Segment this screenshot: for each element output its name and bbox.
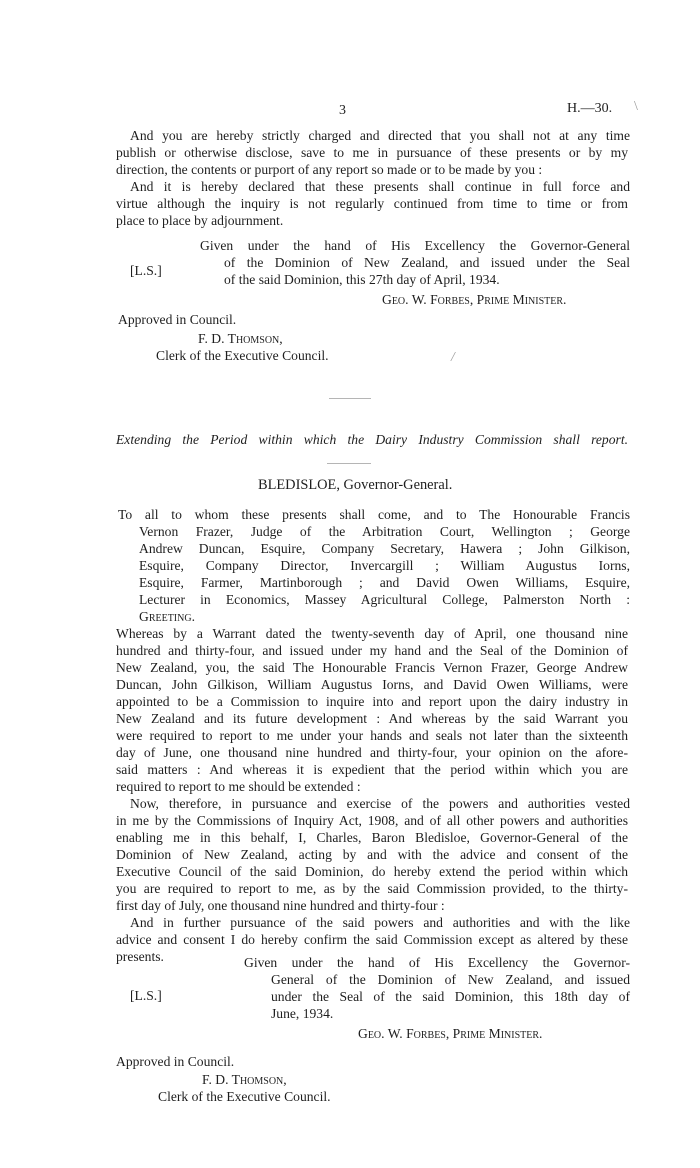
paragraph-line: And it is hereby declared that these presents shall continue in full force and: [130, 179, 630, 194]
given-line: Given under the hand of His Excellency the Governor-: [244, 955, 630, 970]
given-line: under the Seal of the said Dominion, this 18th day of: [271, 989, 630, 1004]
whereas-line: hundred and thirty-four, and issued under my hand and the Seal of the Dominion of: [116, 643, 628, 658]
clerk-title: Clerk of the Executive Council.: [156, 348, 329, 363]
now-line: enabling me in this behalf, I, Charles, Baron Bledisloe, Governor-General of the: [116, 830, 628, 845]
now-line: Executive Council of the said Dominion, do hereby extend the period within which: [116, 864, 628, 879]
signature: Geo. W. Forbes, Prime Minister.: [382, 292, 567, 307]
given-line: June, 1934.: [271, 1006, 334, 1021]
document-code: H.—30.: [567, 101, 613, 116]
now-line: you are required to report to me, as by the said Commission provided, to the thirty-: [116, 881, 628, 896]
whereas-line: New Zealand and its future development : And whereas by the said Warrant you: [116, 711, 628, 726]
whereas-line: appointed to be a Commission to inquire into and report upon the dairy industry in: [116, 694, 628, 709]
address-line: Lecturer in Economics, Massey Agricultural College, Palmerston North :: [139, 592, 630, 607]
signature: Geo. W. Forbes, Prime Minister.: [358, 1026, 543, 1041]
paragraph-line: virtue although the inquiry is not regularly continued from time to time or from: [116, 196, 628, 211]
clerk-name: F. D. Thomson,: [202, 1072, 287, 1087]
heading-rule: [327, 463, 371, 464]
clerk-name: F. D. Thomson,: [198, 331, 283, 346]
further-line: presents.: [116, 949, 164, 964]
now-line: in me by the Commissions of Inquiry Act, 1908, and of all other powers and authorities: [116, 813, 628, 828]
whereas-line: Whereas by a Warrant dated the twenty-seventh day of April, one thousand nine: [116, 626, 628, 641]
seal-mark: [L.S.]: [130, 988, 162, 1003]
given-line: Given under the hand of His Excellency the Governor-General: [200, 238, 630, 253]
section-heading: Extending the Period within which the Dairy Industry Commission shall report.: [116, 432, 628, 447]
stray-mark: /: [451, 349, 455, 364]
now-line: Dominion of New Zealand, acting by and with the advice and consent of the: [116, 847, 628, 862]
paragraph-line: And you are hereby strictly charged and directed that you shall not at any time: [130, 128, 630, 143]
clerk-title: Clerk of the Executive Council.: [158, 1089, 331, 1104]
approved-in-council: Approved in Council.: [118, 312, 237, 327]
given-line: of the said Dominion, this 27th day of April, 1934.: [224, 272, 500, 287]
seal-mark: [L.S.]: [130, 263, 162, 278]
address-line: Vernon Frazer, Judge of the Arbitration Court, Wellington ; George: [139, 524, 630, 539]
margin-mark: \: [634, 99, 638, 114]
given-line: General of the Dominion of New Zealand, and issued: [271, 972, 630, 987]
now-line: Now, therefore, in pursuance and exercise of the powers and authorities vested: [130, 796, 630, 811]
whereas-line: Duncan, John Gilkison, William Augustus Iorns, and David Owen Williams, were: [116, 677, 628, 692]
paragraph-line: direction, the contents or purport of any report so made or to be made by you :: [116, 162, 543, 177]
further-line: And in further pursuance of the said powers and authorities and with the like: [130, 915, 630, 930]
approved-in-council: Approved in Council.: [116, 1054, 235, 1069]
address-line: To all to whom these presents shall come, and to The Honourable Francis: [118, 507, 630, 522]
address-line: Esquire, Company Director, Invercargill ; William Augustus Iorns,: [139, 558, 630, 573]
paragraph-line: place to place by adjournment.: [116, 213, 284, 228]
paragraph-line: publish or otherwise disclose, save to me in pursuance of these presents or by my: [116, 145, 628, 160]
whereas-line: required to report to me should be extended :: [116, 779, 361, 794]
whereas-line: New Zealand, you, the said The Honourable Francis Vernon Frazer, George Andrew: [116, 660, 628, 675]
whereas-line: said matters : And whereas it is expedient that the period within which you are: [116, 762, 628, 777]
further-line: advice and consent I do hereby confirm the said Commission except as altered by these: [116, 932, 628, 947]
whereas-line: day of June, one thousand nine hundred and thirty-four, your opinion on the afore-: [116, 745, 628, 760]
governor-title: BLEDISLOE, Governor-General.: [258, 477, 453, 493]
whereas-line: were required to report to me under your hands and seals not later than the sixteenth: [116, 728, 628, 743]
given-line: of the Dominion of New Zealand, and issued under the Seal: [224, 255, 630, 270]
page-number: 3: [339, 103, 346, 118]
greeting: Greeting.: [139, 609, 195, 624]
now-line: first day of July, one thousand nine hundred and thirty-four :: [116, 898, 445, 913]
address-line: Esquire, Farmer, Martinborough ; and David Owen Williams, Esquire,: [139, 575, 630, 590]
section-divider: [329, 398, 371, 399]
address-line: Andrew Duncan, Esquire, Company Secretary, Hawera ; John Gilkison,: [139, 541, 630, 556]
